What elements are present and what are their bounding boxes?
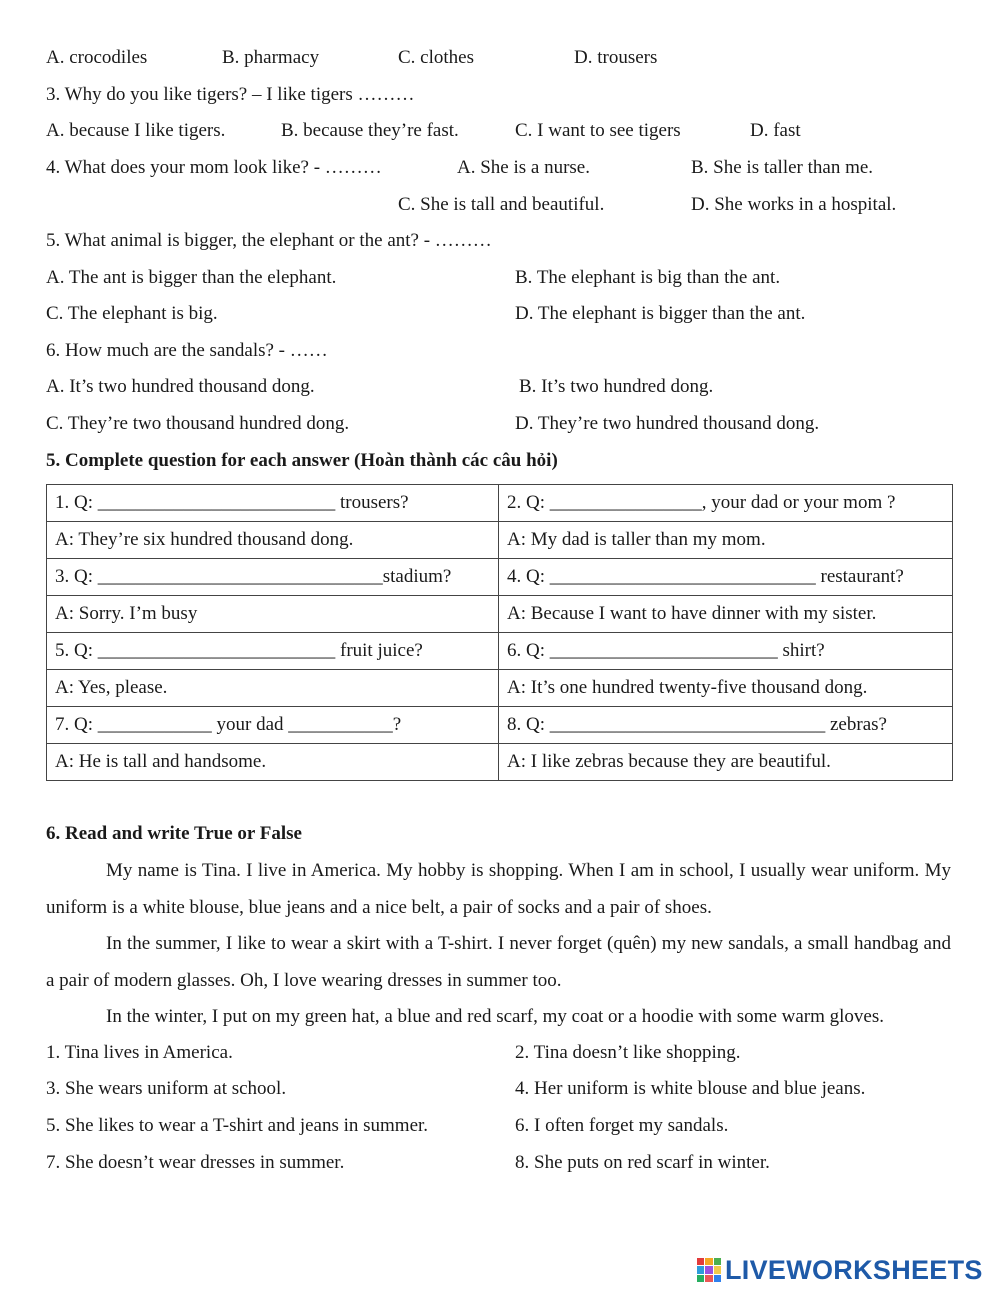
option-a: A. The ant is bigger than the elephant. <box>46 267 337 288</box>
q2-options-row <box>0 45 1000 71</box>
statement: 1. Tina lives in America. <box>46 1042 233 1063</box>
option-b: B. The elephant is big than the ant. <box>515 267 781 288</box>
question-text: 4. What does your mom look like? - ……… <box>46 157 382 178</box>
option-a: A. She is a nurse. <box>457 157 590 178</box>
question-cell: 2. Q: ________________, your dad or your mom ? <box>499 485 953 522</box>
option-c: C. clothes <box>398 47 474 68</box>
logo-square <box>705 1275 712 1282</box>
answer-cell: A: It’s one hundred twenty-five thousand dong. <box>499 670 953 707</box>
section6-heading-row <box>0 821 1000 847</box>
section5-heading-row <box>0 448 1000 474</box>
question-cell: 7. Q: ____________ your dad ___________? <box>47 707 499 744</box>
question-answer-table <box>46 484 953 781</box>
logo-square <box>705 1258 712 1265</box>
answer-cell: A: He is tall and handsome. <box>47 744 499 781</box>
option-d: D. fast <box>750 120 801 141</box>
option-a: A. because I like tigers. <box>46 120 226 141</box>
logo-square <box>697 1258 704 1265</box>
logo-square <box>697 1275 704 1282</box>
table-row-answer <box>47 522 953 559</box>
table-row-answer <box>47 744 953 781</box>
statements-row-3 <box>0 1113 1000 1139</box>
question-cell: 6. Q: ________________________ shirt? <box>499 633 953 670</box>
option-a: A. crocodiles <box>46 47 148 68</box>
section-heading: 5. Complete question for each answer (Hoàn thành các câu hỏi) <box>46 450 558 471</box>
table-row-answer <box>47 596 953 633</box>
question-text: 3. Why do you like tigers? – I like tigers ……… <box>46 84 415 105</box>
q3-options-row <box>0 118 1000 144</box>
question-cell: 4. Q: ____________________________ restaurant? <box>499 559 953 596</box>
liveworksheets-logo <box>697 1255 983 1285</box>
q4-options-row <box>0 192 1000 218</box>
answer-cell: A: My dad is taller than my mom. <box>499 522 953 559</box>
logo-square <box>714 1258 721 1265</box>
question-text: 5. What animal is bigger, the elephant or the ant? - ……… <box>46 230 492 251</box>
q5-question-row <box>0 228 1000 254</box>
table-row-question <box>47 633 953 670</box>
statements-row-2 <box>0 1076 1000 1102</box>
option-d: D. trousers <box>574 47 658 68</box>
option-a: A. It’s two hundred thousand dong. <box>46 376 315 397</box>
option-b: B. pharmacy <box>222 47 320 68</box>
answer-cell: A: Yes, please. <box>47 670 499 707</box>
statement: 6. I often forget my sandals. <box>515 1115 729 1136</box>
table-row-question <box>47 707 953 744</box>
option-d: D. They’re two hundred thousand dong. <box>515 413 820 434</box>
option-b: B. She is taller than me. <box>691 157 874 178</box>
option-d: D. The elephant is bigger than the ant. <box>515 303 806 324</box>
statement: 7. She doesn’t wear dresses in summer. <box>46 1152 345 1173</box>
answer-cell: A: They’re six hundred thousand dong. <box>47 522 499 559</box>
option-b: B. because they’re fast. <box>281 120 459 141</box>
section-heading: 6. Read and write True or False <box>46 823 302 844</box>
question-cell: 5. Q: _________________________ fruit juice? <box>47 633 499 670</box>
table-row-question <box>47 485 953 522</box>
statement: 4. Her uniform is white blouse and blue jeans. <box>515 1078 866 1099</box>
reading-paragraph-3: In the winter, I put on my green hat, a blue and red scarf, my coat or a hoodie with some warm gloves. <box>106 1006 885 1027</box>
question-text: 6. How much are the sandals? - …… <box>46 340 328 361</box>
answer-cell: A: Because I want to have dinner with my sister. <box>499 596 953 633</box>
statement: 8. She puts on red scarf in winter. <box>515 1152 770 1173</box>
q4-question-row <box>0 155 1000 181</box>
q6-options-row-1 <box>0 374 1000 400</box>
answer-cell: A: Sorry. I’m busy <box>47 596 499 633</box>
option-c: C. They’re two thousand hundred dong. <box>46 413 350 434</box>
q6-options-row-2 <box>0 411 1000 437</box>
logo-text: LIVEWORKSHEETS <box>725 1254 983 1285</box>
table-row-answer <box>47 670 953 707</box>
logo-square <box>714 1266 721 1273</box>
q5-options-row-2 <box>0 301 1000 327</box>
question-cell: 1. Q: _________________________ trousers? <box>47 485 499 522</box>
logo-square <box>714 1275 721 1282</box>
statements-row-1 <box>0 1040 1000 1066</box>
q5-options-row-1 <box>0 265 1000 291</box>
option-b: B. It’s two hundred dong. <box>519 376 714 397</box>
statement: 5. She likes to wear a T-shirt and jeans in summer. <box>46 1115 429 1136</box>
statements-row-4 <box>0 1150 1000 1176</box>
option-c: C. She is tall and beautiful. <box>398 194 605 215</box>
option-d: D. She works in a hospital. <box>691 194 897 215</box>
option-c: C. I want to see tigers <box>515 120 681 141</box>
question-cell: 8. Q: _____________________________ zebras? <box>499 707 953 744</box>
logo-square <box>697 1266 704 1273</box>
reading-paragraph-1: My name is Tina. I live in America. My hobby is shopping. When I am in school, I usually wear uniform. My uniform is a white blouse, blue jeans and a nice belt, a pair of socks and a pair of shoes. <box>46 860 951 918</box>
q6-question-row <box>0 338 1000 364</box>
logo-grid-icon <box>697 1258 721 1282</box>
reading-paragraph-2: In the summer, I like to wear a skirt with a T-shirt. I never forget (quên) my new sandals, a small handbag and a pair of modern glasses. Oh, I love wearing dresses in summer too. <box>46 933 951 991</box>
statement: 2. Tina doesn’t like shopping. <box>515 1042 741 1063</box>
statement: 3. She wears uniform at school. <box>46 1078 287 1099</box>
answer-cell: A: I like zebras because they are beautiful. <box>499 744 953 781</box>
logo-square <box>705 1266 712 1273</box>
table-row-question <box>47 559 953 596</box>
question-cell: 3. Q: ______________________________stadium? <box>47 559 499 596</box>
option-c: C. The elephant is big. <box>46 303 218 324</box>
q3-question-row <box>0 82 1000 108</box>
